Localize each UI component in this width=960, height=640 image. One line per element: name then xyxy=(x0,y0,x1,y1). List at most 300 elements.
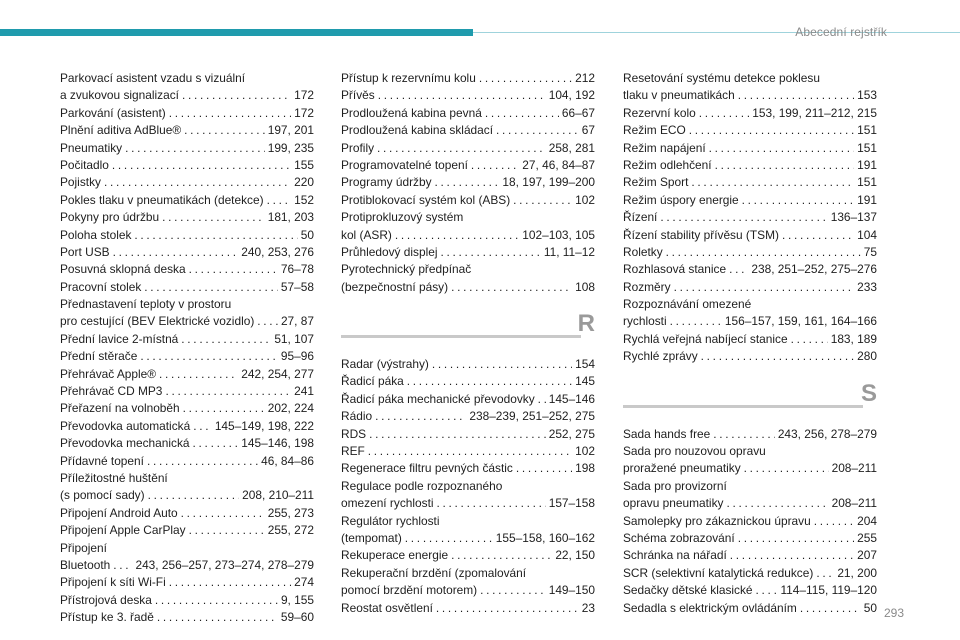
index-entry xyxy=(60,331,314,348)
index-entry xyxy=(623,87,877,104)
leader-dots xyxy=(395,227,519,244)
index-entry xyxy=(623,426,877,443)
entry-term: Port USB xyxy=(60,244,110,259)
entry-pages: 233 xyxy=(857,279,877,294)
entry-term: Pyrotechnický předpínač xyxy=(341,262,472,277)
index-entry xyxy=(623,227,877,244)
index-entry xyxy=(623,565,877,582)
entry-term: Přední stěrače xyxy=(60,349,138,364)
index-entry xyxy=(341,495,595,512)
entry-term: Přednastavení teploty v prostoru xyxy=(60,297,232,312)
leader-dots xyxy=(368,443,572,460)
leader-dots xyxy=(189,522,265,539)
leader-dots xyxy=(169,574,291,591)
entry-term: Režim Sport xyxy=(623,175,689,190)
entry-term: Poloha stolek xyxy=(60,227,132,242)
leader-dots xyxy=(162,209,265,226)
index-entry xyxy=(60,192,314,209)
index-entry xyxy=(623,105,877,122)
index-entry xyxy=(60,522,314,539)
index-entry xyxy=(341,513,595,530)
index-entry xyxy=(341,174,595,191)
leader-dots xyxy=(125,140,265,157)
entry-term: Schránka na nářadí xyxy=(623,548,727,563)
entry-term: Parkování (asistent) xyxy=(60,105,166,120)
entry-term: Rekuperace energie xyxy=(341,548,449,563)
index-entry xyxy=(623,530,877,547)
entry-term: Připojení xyxy=(60,540,107,555)
leader-dots xyxy=(726,495,828,512)
index-entry xyxy=(60,574,314,591)
index-entry xyxy=(60,157,314,174)
entry-term: pro cestující (BEV Elektrické vozidlo) xyxy=(60,314,255,329)
leader-dots xyxy=(691,174,854,191)
index-entry xyxy=(60,383,314,400)
entry-term: Rozhlasová stanice xyxy=(623,262,727,277)
leader-dots xyxy=(147,453,258,470)
entry-pages: 243, 256–257, 273–274, 278–279 xyxy=(135,557,314,572)
letter-rule xyxy=(623,405,863,408)
leader-dots xyxy=(144,279,278,296)
index-entry xyxy=(341,373,595,390)
entry-pages: 145–146, 198 xyxy=(241,436,314,451)
leader-dots xyxy=(181,505,265,522)
entry-pages: 104, 192 xyxy=(548,88,595,103)
leader-dots xyxy=(496,122,579,139)
index-entry xyxy=(623,261,877,278)
entry-pages: 22, 150 xyxy=(555,548,595,563)
index-entry xyxy=(623,478,877,495)
entry-term: Prodloužená kabina skládací xyxy=(341,123,494,138)
entry-pages: 18, 197, 199–200 xyxy=(502,175,595,190)
entry-term: Řadicí páka xyxy=(341,374,404,389)
entry-term: Rozměry xyxy=(623,279,671,294)
index-entry xyxy=(60,609,314,626)
entry-pages: 208, 210–211 xyxy=(242,488,314,503)
leader-dots xyxy=(436,600,579,617)
index-entry xyxy=(341,227,595,244)
entry-term: Připojení k síti Wi-Fi xyxy=(60,575,166,590)
index-entry xyxy=(341,478,595,495)
entry-term: Roletky xyxy=(623,244,663,259)
entry-pages: 145–149, 198, 222 xyxy=(214,418,314,433)
entry-pages: 212 xyxy=(575,71,595,85)
leader-dots xyxy=(377,140,546,157)
entry-term: Sada pro provizorní xyxy=(623,478,727,493)
entry-pages: 199, 235 xyxy=(267,140,314,155)
leader-dots xyxy=(257,313,278,330)
leader-dots xyxy=(816,565,834,582)
leader-dots xyxy=(104,174,291,191)
index-entry xyxy=(623,331,877,348)
entry-pages: 153 xyxy=(857,88,877,103)
index-entry xyxy=(341,530,595,547)
index-column-3 xyxy=(623,70,877,617)
leader-dots xyxy=(441,244,541,261)
index-entry xyxy=(60,296,314,313)
entry-pages: 67 xyxy=(581,123,595,138)
index-column-2 xyxy=(341,70,595,617)
entry-term: Přívěs xyxy=(341,88,375,103)
index-entry xyxy=(60,435,314,452)
header-accent-bar xyxy=(0,29,473,36)
leader-dots xyxy=(375,408,466,425)
leader-dots xyxy=(437,495,546,512)
entry-pages: 243, 256, 278–279 xyxy=(777,426,877,441)
entry-pages: 145–146 xyxy=(548,391,595,406)
leader-dots xyxy=(715,157,855,174)
entry-term: Rychlá veřejná nabíjecí stanice xyxy=(623,331,788,346)
entry-term: (bezpečnostní pásy) xyxy=(341,279,449,294)
index-entry xyxy=(341,70,595,87)
entry-term: Regulace podle rozpoznaného xyxy=(341,478,503,493)
entry-pages: 255, 272 xyxy=(267,523,314,538)
entry-pages: 27, 46, 84–87 xyxy=(522,157,595,172)
entry-pages: 104 xyxy=(857,227,877,242)
index-entry xyxy=(341,582,595,599)
entry-pages: 151 xyxy=(857,140,877,155)
leader-dots xyxy=(165,383,291,400)
leader-dots xyxy=(538,391,546,408)
leader-dots xyxy=(193,435,239,452)
leader-dots xyxy=(407,373,572,390)
entry-term: Přístup ke 3. řadě xyxy=(60,610,154,625)
index-entry xyxy=(60,87,314,104)
entry-pages: 152 xyxy=(294,192,314,207)
index-entry xyxy=(341,426,595,443)
leader-dots xyxy=(729,261,748,278)
entry-term: Režim odlehčení xyxy=(623,157,712,172)
leader-dots xyxy=(113,557,132,574)
index-entry xyxy=(341,192,595,209)
leader-dots xyxy=(742,192,855,209)
index-entry xyxy=(341,279,595,296)
entry-term: Sada pro nouzovou opravu xyxy=(623,444,766,459)
entry-term: proražené pneumatiky xyxy=(623,461,741,476)
entry-term: Připojení Android Auto xyxy=(60,505,178,520)
leader-dots xyxy=(513,192,572,209)
entry-term: Pracovní stolek xyxy=(60,279,142,294)
leader-dots xyxy=(713,426,775,443)
index-entry xyxy=(60,453,314,470)
index-entry xyxy=(60,174,314,191)
leader-dots xyxy=(709,140,855,157)
entry-term: Programovatelné topení xyxy=(341,157,468,172)
index-entry xyxy=(341,244,595,261)
leader-dots xyxy=(184,122,265,139)
entry-term: omezení rychlosti xyxy=(341,496,434,511)
entry-term: Regenerace filtru pevných částic xyxy=(341,461,513,476)
entry-term: kol (ASR) xyxy=(341,227,392,242)
entry-pages: 274 xyxy=(294,575,314,590)
page-number: 293 xyxy=(883,606,904,620)
entry-pages: 21, 200 xyxy=(837,565,877,580)
leader-dots xyxy=(701,348,854,365)
index-entry xyxy=(623,513,877,530)
entry-term: Rychlé zprávy xyxy=(623,349,698,364)
index-entry xyxy=(623,157,877,174)
entry-term: Regulátor rychlosti xyxy=(341,513,440,528)
entry-term: Řízení xyxy=(623,210,658,225)
leader-dots xyxy=(435,174,500,191)
index-entry xyxy=(341,105,595,122)
index-entry xyxy=(341,547,595,564)
leader-dots xyxy=(183,400,265,417)
entry-pages: 108 xyxy=(575,279,595,294)
index-entry xyxy=(341,122,595,139)
entry-term: Sada hands free xyxy=(623,426,711,441)
entry-term: opravu pneumatiky xyxy=(623,496,724,511)
index-entry xyxy=(60,105,314,122)
entry-pages: 102 xyxy=(575,444,595,459)
index-entry xyxy=(60,418,314,435)
leader-dots xyxy=(674,279,855,296)
entry-term: Protiprokluzový systém xyxy=(341,210,464,225)
entry-term: Přední lavice 2-místná xyxy=(60,331,179,346)
entry-pages: 252, 275 xyxy=(548,426,595,441)
index-entry xyxy=(623,547,877,564)
leader-dots xyxy=(182,87,291,104)
entry-pages: 145 xyxy=(575,374,595,389)
leader-dots xyxy=(369,426,546,443)
entry-pages: 280 xyxy=(857,349,877,364)
entry-pages: 183, 189 xyxy=(830,331,877,346)
leader-dots xyxy=(738,87,854,104)
entry-term: Profily xyxy=(341,140,375,155)
entry-pages: 9, 155 xyxy=(280,592,314,607)
entry-term: Příležitostné huštění xyxy=(60,470,168,485)
entry-pages: 155–158, 160–162 xyxy=(495,530,595,545)
entry-pages: 238, 251–252, 275–276 xyxy=(751,262,877,277)
entry-term: Schéma zobrazování xyxy=(623,530,735,545)
letter-divider-s xyxy=(623,374,877,426)
entry-pages: 198 xyxy=(575,461,595,476)
entry-term: tlaku v pneumatikách xyxy=(623,88,735,103)
entry-pages: 157–158 xyxy=(548,496,595,511)
leader-dots xyxy=(432,356,572,373)
index-entry xyxy=(341,261,595,278)
index-column-1 xyxy=(60,70,314,627)
leader-dots xyxy=(782,227,854,244)
entry-term: Prodloužená kabina pevná xyxy=(341,105,482,120)
entry-pages: 241 xyxy=(294,384,314,399)
entry-term: Přehrávač Apple® xyxy=(60,366,157,381)
leader-dots xyxy=(169,105,291,122)
leader-dots xyxy=(405,530,493,547)
entry-term: a zvukovou signalizací xyxy=(60,88,179,103)
entry-term: Programy údržby xyxy=(341,175,432,190)
entry-term: Režim ECO xyxy=(623,123,686,138)
entry-pages: 50 xyxy=(863,600,877,615)
entry-term: Přídavné topení xyxy=(60,453,144,468)
entry-term: Samolepky pro zákaznickou úpravu xyxy=(623,513,811,528)
index-entry xyxy=(341,140,595,157)
entry-term: rychlosti xyxy=(623,314,667,329)
entry-pages: 255 xyxy=(857,530,877,545)
entry-term: Pneumatiky xyxy=(60,140,123,155)
leader-dots xyxy=(738,530,854,547)
leader-dots xyxy=(485,105,559,122)
index-entry xyxy=(623,244,877,261)
entry-pages: 208–211 xyxy=(831,461,877,476)
leader-dots xyxy=(181,331,271,348)
index-entry xyxy=(60,557,314,574)
entry-term: Režim úspory energie xyxy=(623,192,739,207)
entry-pages: 202, 224 xyxy=(267,401,314,416)
entry-pages: 156–157, 159, 161, 164–166 xyxy=(724,314,877,329)
entry-pages: 151 xyxy=(857,123,877,138)
entry-pages: 57–58 xyxy=(280,279,314,294)
index-entry xyxy=(623,122,877,139)
entry-term: Resetování systému detekce poklesu xyxy=(623,71,820,85)
leader-dots xyxy=(479,70,572,87)
entry-term: (tempomat) xyxy=(341,530,402,545)
index-entry xyxy=(60,227,314,244)
index-entry xyxy=(623,348,877,365)
entry-pages: 153, 199, 211–212, 215 xyxy=(752,105,877,120)
leader-dots xyxy=(189,261,278,278)
entry-term: (s pomocí sady) xyxy=(60,488,145,503)
entry-pages: 240, 253, 276 xyxy=(241,244,314,259)
entry-pages: 75 xyxy=(863,244,877,259)
entry-term: Pojistky xyxy=(60,175,101,190)
entry-term: Přeřazení na volnoběh xyxy=(60,401,180,416)
entry-term: Parkovací asistent vzadu s vizuální xyxy=(60,71,246,85)
entry-pages: 66–67 xyxy=(561,105,595,120)
letter-divider-r xyxy=(341,304,595,356)
index-entry xyxy=(341,408,595,425)
leader-dots xyxy=(148,487,240,504)
index-entry xyxy=(60,209,314,226)
entry-pages: 114–115, 119–120 xyxy=(780,583,877,598)
leader-dots xyxy=(112,157,291,174)
entry-pages: 172 xyxy=(294,105,314,120)
entry-term: Radar (výstrahy) xyxy=(341,357,429,372)
index-entry xyxy=(60,540,314,557)
entry-pages: 59–60 xyxy=(280,610,314,625)
index-entry xyxy=(623,279,877,296)
entry-pages: 207 xyxy=(857,548,877,563)
letter-rule xyxy=(341,335,581,338)
entry-term: Sedačky dětské klasické xyxy=(623,583,753,598)
leader-dots xyxy=(159,366,238,383)
leader-dots xyxy=(814,513,854,530)
index-entry xyxy=(623,70,877,87)
entry-pages: 154 xyxy=(575,357,595,372)
entry-pages: 197, 201 xyxy=(267,123,314,138)
leader-dots xyxy=(666,244,861,261)
letter-heading: S xyxy=(860,379,877,407)
leader-dots xyxy=(480,582,546,599)
letter-heading: R xyxy=(577,310,595,338)
leader-dots xyxy=(155,592,278,609)
entry-pages: 102–103, 105 xyxy=(522,227,595,242)
index-entry xyxy=(60,348,314,365)
entry-term: Řadicí páka mechanické převodovky xyxy=(341,391,535,406)
entry-term: Rekuperační brzdění (zpomalování xyxy=(341,565,527,580)
entry-pages: 136–137 xyxy=(830,210,877,225)
entry-pages: 172 xyxy=(294,88,314,103)
entry-term: pomocí brzdění motorem) xyxy=(341,583,478,598)
entry-pages: 242, 254, 277 xyxy=(241,366,314,381)
leader-dots xyxy=(791,331,828,348)
leader-dots xyxy=(134,227,297,244)
index-entry xyxy=(341,356,595,373)
entry-pages: 51, 107 xyxy=(274,331,314,346)
index-entry xyxy=(60,122,314,139)
entry-pages: 220 xyxy=(294,175,314,190)
entry-pages: 181, 203 xyxy=(267,210,314,225)
entry-term: RDS xyxy=(341,426,367,441)
leader-dots xyxy=(451,547,552,564)
index-entry xyxy=(60,400,314,417)
index-entry xyxy=(341,443,595,460)
leader-dots xyxy=(157,609,278,626)
leader-dots xyxy=(140,348,278,365)
entry-term: Pokles tlaku v pneumatikách (detekce) xyxy=(60,192,264,207)
entry-pages: 155 xyxy=(294,157,314,172)
index-entry xyxy=(341,600,595,617)
index-entry xyxy=(60,366,314,383)
index-entry xyxy=(623,600,877,617)
index-entry xyxy=(623,174,877,191)
index-entry xyxy=(623,296,877,313)
entry-term: Řízení stability přívěsu (TSM) xyxy=(623,227,779,242)
entry-pages: 151 xyxy=(857,175,877,190)
index-entry xyxy=(623,140,877,157)
entry-term: Plnění aditiva AdBlue® xyxy=(60,123,182,138)
entry-term: REF xyxy=(341,444,365,459)
index-entry xyxy=(623,460,877,477)
entry-pages: 95–96 xyxy=(280,349,314,364)
entry-term: Průhledový displej xyxy=(341,244,438,259)
index-entry xyxy=(623,582,877,599)
entry-pages: 191 xyxy=(857,157,877,172)
entry-term: Bluetooth xyxy=(60,557,111,572)
index-entry xyxy=(60,505,314,522)
entry-term: Rezervní kolo xyxy=(623,105,696,120)
entry-term: Připojení Apple CarPlay xyxy=(60,523,186,538)
leader-dots xyxy=(516,460,572,477)
index-entry xyxy=(60,279,314,296)
entry-term: Sedadla s elektrickým ovládáním xyxy=(623,600,797,615)
entry-term: Rádio xyxy=(341,409,373,424)
leader-dots xyxy=(193,418,212,435)
index-entry xyxy=(341,565,595,582)
index-entry xyxy=(623,313,877,330)
entry-term: Protiblokovací systém kol (ABS) xyxy=(341,192,511,207)
index-entry xyxy=(60,261,314,278)
index-entry xyxy=(623,192,877,209)
entry-pages: 238–239, 251–252, 275 xyxy=(469,409,595,424)
entry-pages: 255, 273 xyxy=(267,505,314,520)
entry-pages: 23 xyxy=(581,600,595,615)
entry-term: Převodovka mechanická xyxy=(60,436,190,451)
entry-pages: 76–78 xyxy=(280,262,314,277)
leader-dots xyxy=(744,460,829,477)
entry-term: Pokyny pro údržbu xyxy=(60,210,160,225)
index-entry xyxy=(341,391,595,408)
entry-pages: 50 xyxy=(300,227,314,242)
entry-term: Přístrojová deska xyxy=(60,592,152,607)
index-entry xyxy=(60,70,314,87)
leader-dots xyxy=(378,87,546,104)
leader-dots xyxy=(730,547,854,564)
leader-dots xyxy=(670,313,722,330)
leader-dots xyxy=(699,105,750,122)
entry-term: Počitadlo xyxy=(60,157,109,172)
leader-dots xyxy=(471,157,519,174)
